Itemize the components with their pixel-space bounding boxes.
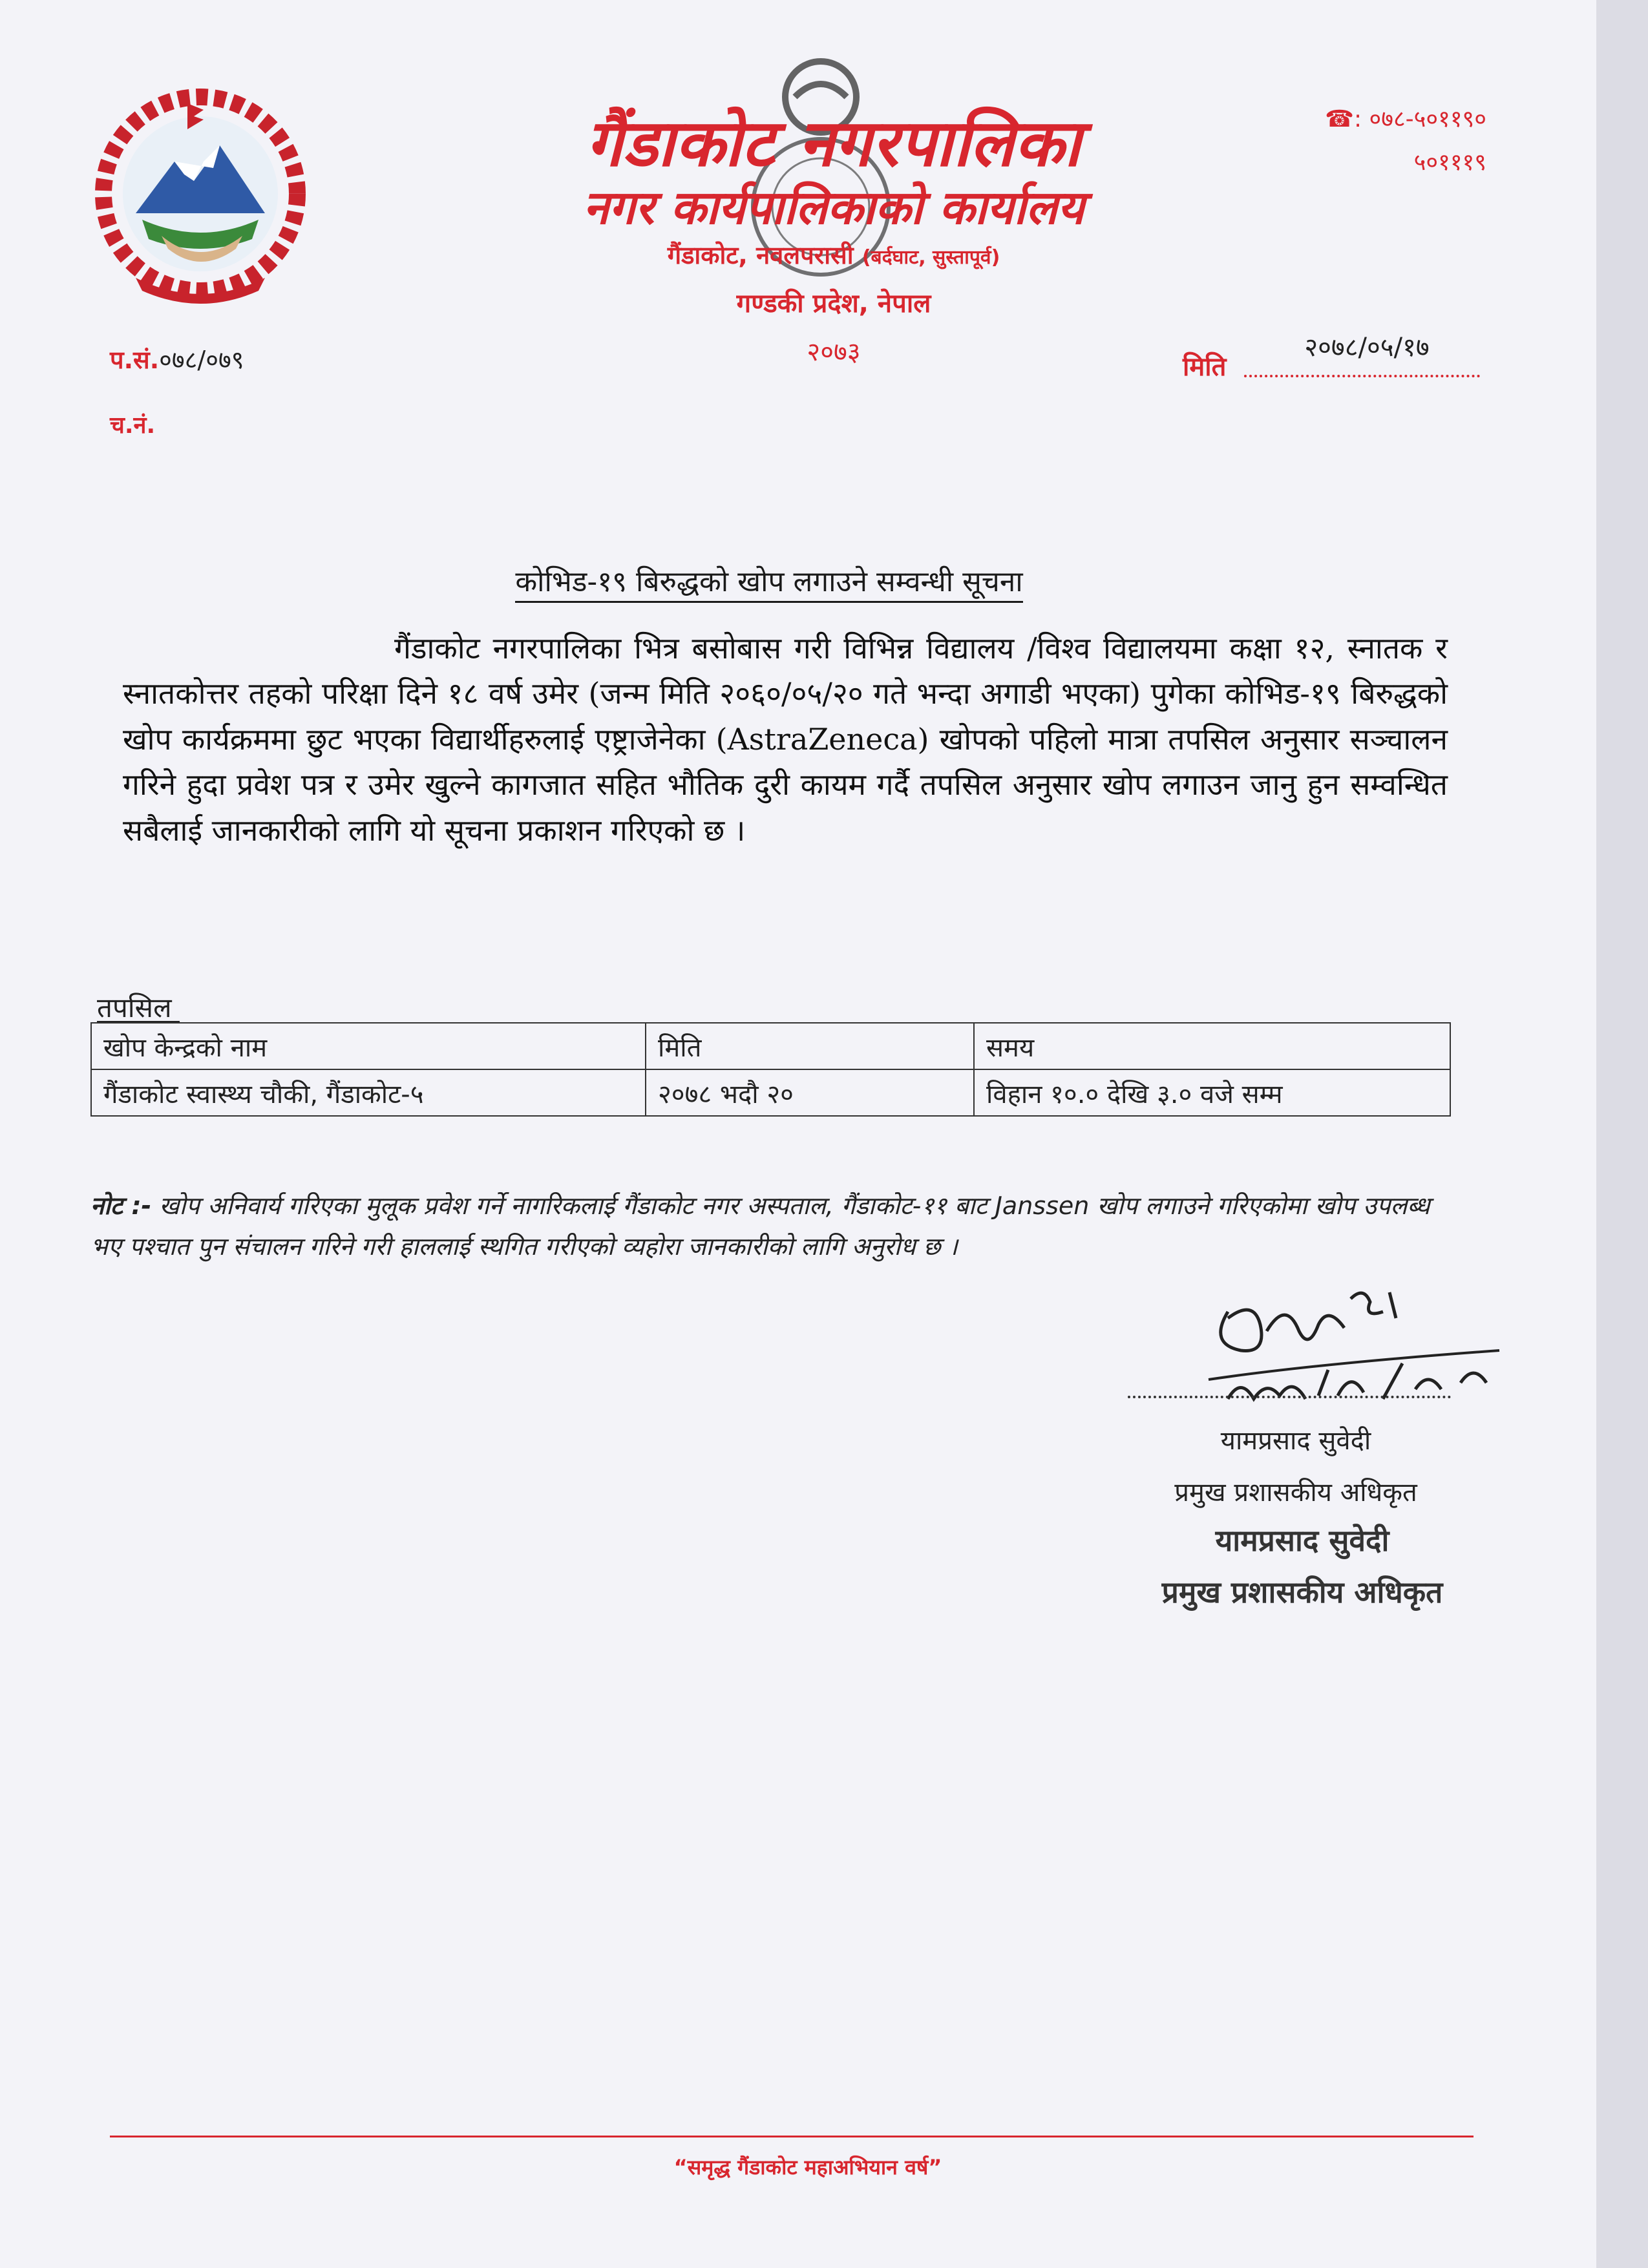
notice-body: गैंडाकोट नगरपालिका भित्र बसोबास गरी विभिन्न विद्यालय /विश्व विद्यालयमा कक्षा १२, स्नातक र स्नातकोत्तर तहको परिक्षा दिने १८ वर्ष उमेर (जन्म मिति २०६०/०५/२० गते भन्दा अगाडी भएका) पुगेका कोभिड-१९ बिरुद्धको खोप कार्यक्रममा छुट भएका विद्यार्थीहरुलाई एष्ट्राजेनेका (AstraZeneca) खोपको पहिलो मात्रा तपसिल अनुसार सञ्चालन गरिने हुदा प्रवेश पत्र र उमेर खुल्ने कागजात सहित भौतिक दुरी कायम गर्दै तपसिल अनुसार खोप लगाउन जानु हुन सम्वन्धित सबैलाई जानकारीको लागि यो सूचना प्रकाशन गरिएको छ । xyxy=(123,631,1448,848)
reference-value: ०७८/०७९ xyxy=(159,346,244,374)
subject-text: कोभिड-१९ बिरुद्धको खोप लगाउने सम्वन्धी सूचना xyxy=(515,565,1022,603)
table-header-row xyxy=(91,1023,1450,1069)
handwritten-signature xyxy=(1189,1273,1525,1415)
dispatch-number-label: च.नं. xyxy=(110,412,156,439)
office-address xyxy=(388,238,1280,271)
footer-divider xyxy=(110,2136,1474,2137)
date-dotted-line xyxy=(1244,375,1480,377)
note-label: नोट :- xyxy=(90,1192,152,1220)
signatory-title: प्रमुख प्रशासकीय अधिकृत xyxy=(1174,1478,1417,1507)
stamp-signatory-title: प्रमुख प्रशासकीय अधिकृत xyxy=(1161,1575,1443,1610)
scan-edge xyxy=(1596,0,1648,2268)
column-header-center: खोप केन्द्रको नाम xyxy=(91,1023,646,1069)
column-header-time: समय xyxy=(974,1023,1450,1069)
cell-center-name: गैंडाकोट स्वास्थ्य चौकी, गैंडाकोट-५ xyxy=(91,1069,646,1116)
date-label: मिति xyxy=(1183,352,1227,382)
cell-time: विहान १०.० देखि ३.० वजे सम्म xyxy=(974,1069,1450,1116)
date-value: २०७८/०५/१७ xyxy=(1304,333,1430,362)
address-text: गैंडाकोट, नवलपरासी xyxy=(667,241,854,269)
signature-dotted-line xyxy=(1128,1396,1451,1398)
office-title: नगर कार्यपालिकाको कार्यालय xyxy=(583,180,1084,235)
note-text: खोप अनिवार्य गरिएका मुलूक प्रवेश गर्ने नागरिकलाई गैंडाकोट नगर अस्पताल, गैंडाकोट-११ बाट Janssen खोप लगाउने गरिएकोमा खोप उपलब्ध भए पश्चात पुन संचालन गरिने गरी हाललाई स्थगित गरीएको व्यहोरा जानकारीको लागि अनुरोध छ । xyxy=(90,1192,1430,1261)
letter-reference-number xyxy=(110,342,244,376)
notice-note xyxy=(90,1186,1461,1267)
nepal-emblem-logo xyxy=(90,84,310,304)
address-note: (बर्दघाट, सुस्तापूर्व) xyxy=(861,246,1000,269)
cell-date: २०७८ भदौ २० xyxy=(646,1069,974,1116)
stamp-signatory-name: यामप्रसाद सुवेदी xyxy=(1215,1523,1389,1558)
column-header-date: मिति xyxy=(646,1023,974,1069)
notice-subject xyxy=(452,561,1086,600)
schedule-label: तपसिल xyxy=(97,992,172,1024)
signatory-name: यामप्रसाद सुवेदी xyxy=(1220,1426,1371,1456)
footer-slogan: “समृद्ध गैंडाकोट महाअभियान वर्ष” xyxy=(673,2155,942,2179)
vaccination-schedule-table xyxy=(90,1022,1451,1117)
municipality-title: गैंडाकोट नगरपालिका xyxy=(586,105,1082,181)
phone-number-1: ☎: ०७८-५०११९० xyxy=(1325,106,1486,132)
province-text: गण्डकी प्रदेश, नेपाल xyxy=(736,289,931,319)
reference-label: प.सं. xyxy=(110,346,160,374)
established-year: २०७३ xyxy=(807,337,861,367)
table-row xyxy=(91,1069,1450,1116)
phone-number-2: ५०१११९ xyxy=(1413,149,1486,176)
